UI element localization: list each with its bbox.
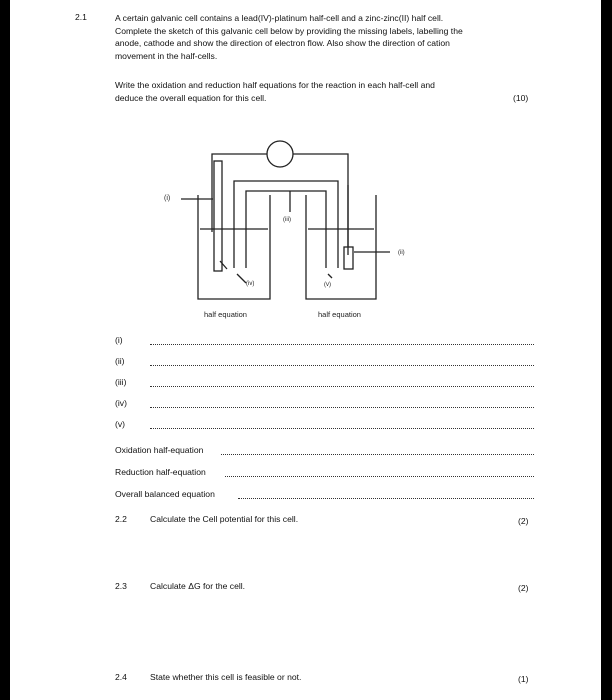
label-iii: (iii) xyxy=(283,217,291,223)
left-wire xyxy=(212,154,267,232)
oxidation-label: Oxidation half-equation xyxy=(115,445,204,455)
marks-2-2: (2) xyxy=(518,516,529,526)
answer-label-iv: (iv) xyxy=(115,398,127,408)
voltmeter xyxy=(267,141,293,167)
oxidation-answer-line[interactable] xyxy=(221,454,534,455)
answer-label-ii: (ii) xyxy=(115,356,125,366)
overall-answer-line[interactable] xyxy=(238,498,534,499)
label-i: (i) xyxy=(164,195,171,202)
label-iv: (iv) xyxy=(246,281,255,287)
label-v-pointer xyxy=(328,274,332,278)
question-number-2-2: 2.2 xyxy=(115,514,127,524)
marks-2-1: (10) xyxy=(513,93,529,103)
answer-line-ii[interactable] xyxy=(150,365,534,366)
marks-2-3: (2) xyxy=(518,583,529,593)
question-number-2-1: 2.1 xyxy=(75,12,87,22)
left-electrode xyxy=(214,161,222,271)
question-number-2-4: 2.4 xyxy=(115,672,127,682)
answer-line-iv[interactable] xyxy=(150,407,534,408)
salt-bridge xyxy=(234,181,338,268)
question-2-1-intro xyxy=(115,12,545,62)
answer-label-i: (i) xyxy=(115,335,123,345)
intro-line: A certain galvanic cell contains a lead(IV)-platinum half-cell and a zinc-zinc(II) half cell. xyxy=(115,13,444,23)
answer-line-v[interactable] xyxy=(150,428,534,429)
question-2-3-text: Calculate ΔG for the cell. xyxy=(150,581,246,591)
intro-line: anode, cathode and show the direction of electron flow. Also show the direction of cation xyxy=(115,38,450,48)
question-2-4-text: State whether this cell is feasible or not. xyxy=(150,672,302,682)
label-ii: (ii) xyxy=(398,250,405,256)
question-2-2-text: Calculate the Cell potential for this cell. xyxy=(150,514,299,524)
right-wire xyxy=(293,154,348,255)
half-equation-left-label: half equation xyxy=(204,310,247,319)
answer-line-i[interactable] xyxy=(150,344,534,345)
instruction-line: deduce the overall equation for this cell. xyxy=(115,92,267,103)
overall-label: Overall balanced equation xyxy=(115,489,215,499)
question-number-2-3: 2.3 xyxy=(115,581,127,591)
label-iv-pointer xyxy=(237,274,246,283)
half-equation-right-label: half equation xyxy=(318,310,361,319)
reduction-label: Reduction half-equation xyxy=(115,467,206,477)
instruction-line: Write the oxidation and reduction half equations for the reaction in each half-cell and xyxy=(115,80,435,90)
galvanic-cell-diagram xyxy=(160,135,420,325)
intro-line: movement in the half-cells. xyxy=(115,50,218,61)
intro-line: Complete the sketch of this galvanic cell below by providing the missing labels, labelling the xyxy=(115,25,463,36)
answer-label-iii: (iii) xyxy=(115,377,127,387)
answer-label-v: (v) xyxy=(115,419,126,429)
question-2-1-instruction xyxy=(115,79,545,104)
reduction-answer-line[interactable] xyxy=(225,476,534,477)
worksheet-page xyxy=(10,0,601,700)
right-beaker xyxy=(306,195,376,299)
label-v: (v) xyxy=(324,282,331,288)
answer-line-iii[interactable] xyxy=(150,386,534,387)
marks-2-4: (1) xyxy=(518,674,529,684)
